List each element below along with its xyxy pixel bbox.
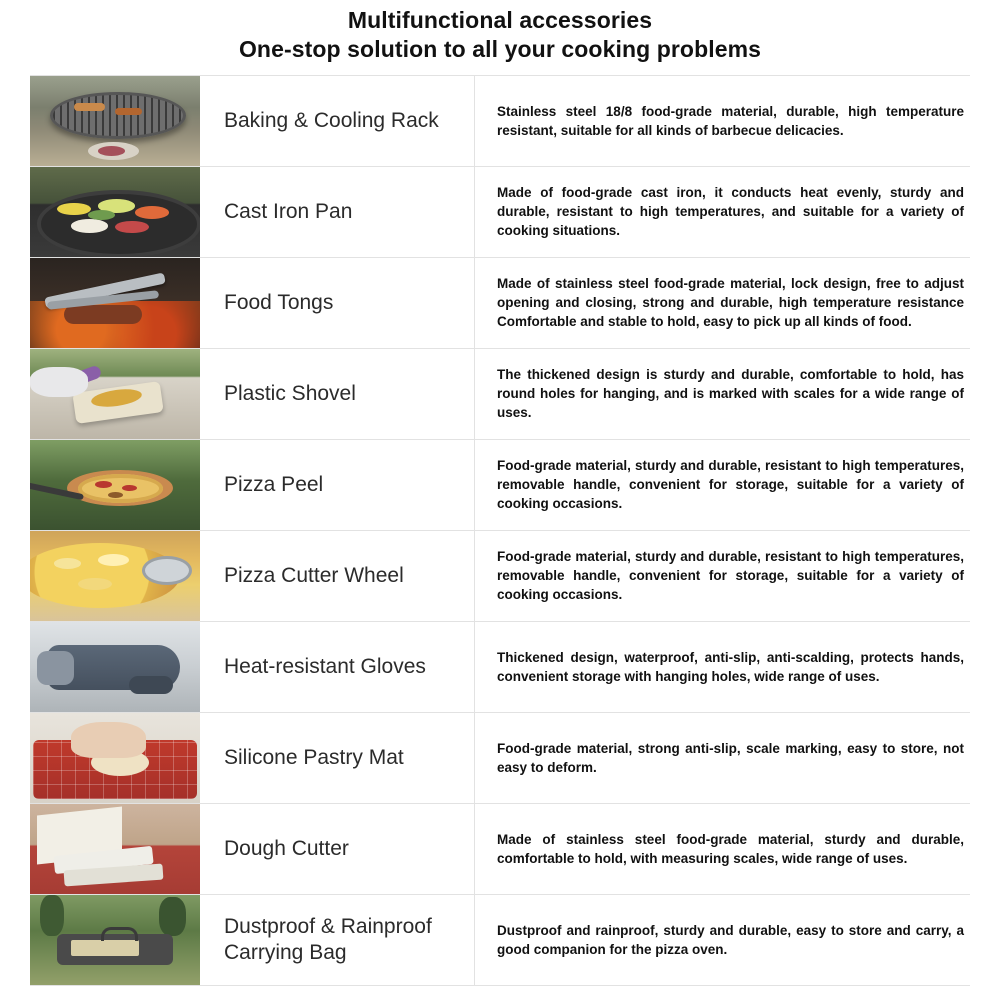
page-header [0, 0, 1000, 75]
silicone-pastry-mat-photo [30, 713, 200, 803]
row-image-cell [30, 258, 200, 348]
row-name-cell [200, 258, 475, 348]
product-name: Cast Iron Pan [224, 199, 353, 223]
page-subtitle: One-stop solution to all your cooking problems [238, 36, 762, 63]
row-name-cell [200, 531, 475, 621]
product-description: Food-grade material, sturdy and durable, resistant to high temperatures, removable handle, convenient for storage, suitable for a variety of cooking occasions. [497, 458, 964, 512]
plastic-shovel-photo [30, 349, 200, 439]
product-name: Silicone Pastry Mat [224, 745, 404, 769]
row-image-cell [30, 167, 200, 257]
row-image-cell [30, 895, 200, 985]
row-name-cell [200, 167, 475, 257]
product-name: Baking & Cooling Rack [224, 108, 439, 132]
row-name-cell [200, 895, 475, 985]
table-row [30, 258, 970, 349]
product-name: Dough Cutter [224, 836, 349, 860]
product-name: Pizza Cutter Wheel [224, 563, 404, 587]
product-description: Stainless steel 18/8 food-grade material, durable, high temperature resistant, suitable for all kinds of barbecue delicacies. [497, 103, 964, 138]
row-description-cell [475, 167, 970, 257]
row-description-cell [475, 440, 970, 530]
table-row [30, 440, 970, 531]
table-row [30, 713, 970, 804]
row-image-cell [30, 713, 200, 803]
row-image-cell [30, 531, 200, 621]
row-description-cell [475, 622, 970, 712]
row-description-cell [475, 76, 970, 166]
row-name-cell [200, 622, 475, 712]
table-row [30, 531, 970, 622]
row-description-cell [475, 531, 970, 621]
accessories-table [30, 75, 970, 986]
product-description: The thickened design is sturdy and durable, comfortable to hold, has round holes for hanging, and is marked with scales for a wide range of uses. [497, 367, 964, 421]
product-name: Plastic Shovel [224, 381, 356, 405]
product-name: Heat-resistant Gloves [224, 654, 426, 678]
row-description-cell [475, 258, 970, 348]
product-description: Food-grade material, sturdy and durable, resistant to high temperatures, removable handle, convenient for storage, suitable for a variety of cooking occasions. [497, 549, 964, 603]
row-name-cell [200, 349, 475, 439]
row-image-cell [30, 804, 200, 894]
row-image-cell [30, 622, 200, 712]
table-row [30, 622, 970, 713]
row-name-cell [200, 713, 475, 803]
product-description: Food-grade material, strong anti-slip, scale marking, easy to store, not easy to deform. [497, 740, 964, 775]
row-description-cell [475, 804, 970, 894]
table-row [30, 895, 970, 986]
row-image-cell [30, 440, 200, 530]
product-name: Pizza Peel [224, 472, 324, 496]
product-description: Made of stainless steel food-grade material, lock design, free to adjust opening and closing, strong and durable, high temperature resistance Comfortable and stable to hold, easy to pick up all kinds of food. [497, 276, 964, 330]
row-name-cell [200, 440, 475, 530]
row-image-cell [30, 349, 200, 439]
table-row [30, 804, 970, 895]
product-name: Dustproof & Rainproof Carrying Bag [224, 914, 432, 964]
row-description-cell [475, 349, 970, 439]
heat-resistant-gloves-photo [30, 622, 200, 712]
row-description-cell [475, 713, 970, 803]
row-description-cell [475, 895, 970, 985]
product-description: Dustproof and rainproof, sturdy and durable, easy to store and carry, a good companion for the pizza oven. [497, 922, 964, 957]
table-row [30, 76, 970, 167]
row-image-cell [30, 76, 200, 166]
page-title: Multifunctional accessories [347, 7, 653, 33]
food-tongs-photo [30, 258, 200, 348]
carrying-bag-photo [30, 895, 200, 985]
cast-iron-pan-photo [30, 167, 200, 257]
dough-cutter-photo [30, 804, 200, 894]
pizza-cutter-wheel-photo [30, 531, 200, 621]
table-row [30, 167, 970, 258]
row-name-cell [200, 804, 475, 894]
pizza-peel-photo [30, 440, 200, 530]
product-name: Food Tongs [224, 290, 334, 314]
product-description: Made of food-grade cast iron, it conducts heat evenly, sturdy and durable, resistant to high temperatures, and suitable for a variety of cooking situations. [497, 185, 964, 239]
product-description: Made of stainless steel food-grade material, sturdy and durable, comfortable to hold, with measuring scales, wide range of uses. [497, 831, 964, 866]
baking-cooling-rack-photo [30, 76, 200, 166]
product-description: Thickened design, waterproof, anti-slip, anti-scalding, protects hands, convenient storage with hanging holes, wide range of uses. [497, 649, 964, 684]
row-name-cell [200, 76, 475, 166]
table-row [30, 349, 970, 440]
